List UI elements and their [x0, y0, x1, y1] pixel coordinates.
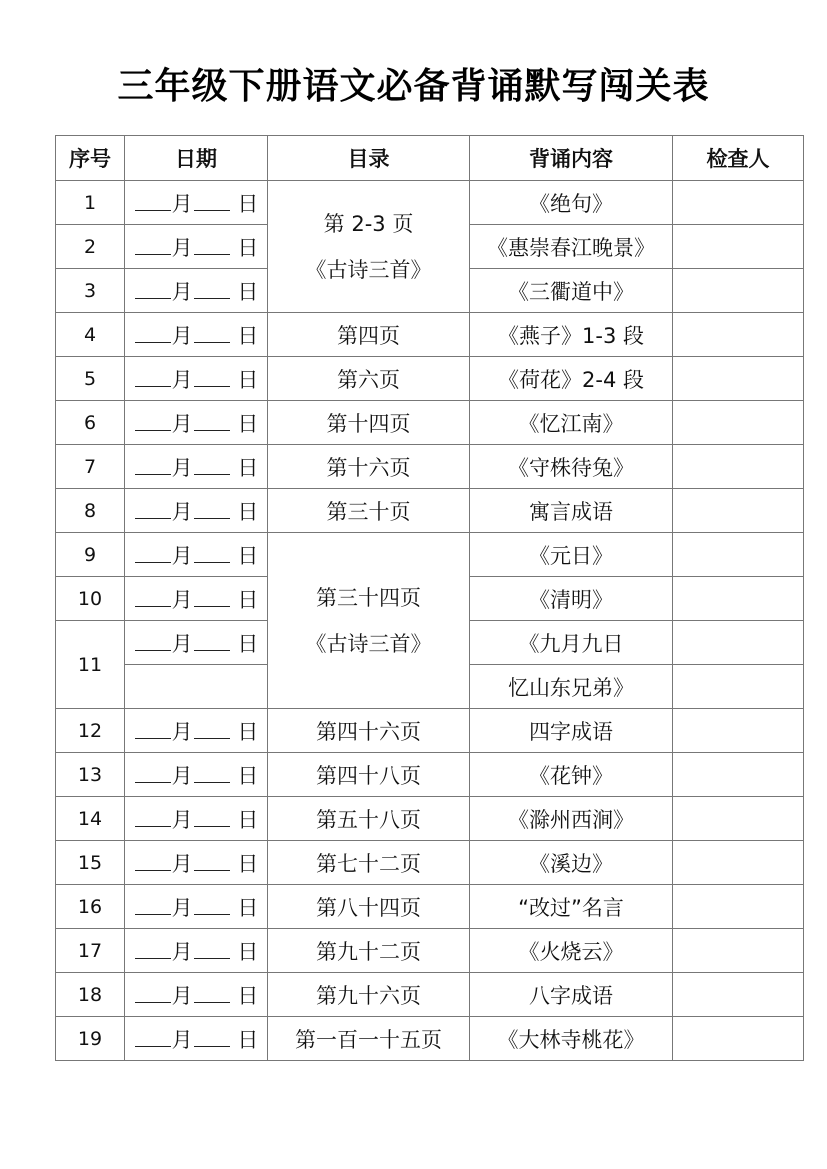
row-number: 4: [56, 313, 125, 357]
table-row: [56, 181, 804, 225]
date-field[interactable]: 月 日: [125, 489, 268, 533]
table-row: [56, 1017, 804, 1061]
checker-cell[interactable]: [673, 489, 804, 533]
header-checker: 检查人: [673, 136, 804, 181]
row-number: 10: [56, 577, 125, 621]
date-field[interactable]: 月 日: [125, 181, 268, 225]
directory-cell: 第四十八页: [268, 753, 470, 797]
checker-cell[interactable]: [673, 973, 804, 1017]
header-content: 背诵内容: [470, 136, 673, 181]
recitation-table: [55, 135, 804, 1061]
table-row: [56, 313, 804, 357]
checker-cell[interactable]: [673, 225, 804, 269]
content-cell: 《三衢道中》: [470, 269, 673, 313]
checker-cell[interactable]: [673, 577, 804, 621]
checker-cell[interactable]: [673, 753, 804, 797]
date-field[interactable]: 月 日: [125, 269, 268, 313]
header-number: 序号: [56, 136, 125, 181]
checker-cell[interactable]: [673, 665, 804, 709]
header-directory: 目录: [268, 136, 470, 181]
directory-cell: 第九十六页: [268, 973, 470, 1017]
date-field[interactable]: 月 日: [125, 973, 268, 1017]
date-field[interactable]: 月 日: [125, 577, 268, 621]
checker-cell[interactable]: [673, 533, 804, 577]
row-number: 3: [56, 269, 125, 313]
table-row: [56, 929, 804, 973]
row-number: 2: [56, 225, 125, 269]
directory-cell: 第 2-3 页 《古诗三首》: [268, 181, 470, 313]
date-field[interactable]: 月 日: [125, 401, 268, 445]
date-field[interactable]: 月 日: [125, 313, 268, 357]
checker-cell[interactable]: [673, 357, 804, 401]
directory-cell: 第十四页: [268, 401, 470, 445]
directory-cell: 第六页: [268, 357, 470, 401]
directory-cell: 第八十四页: [268, 885, 470, 929]
checker-cell[interactable]: [673, 445, 804, 489]
table-row: [56, 533, 804, 577]
row-number: 11: [56, 621, 125, 709]
content-cell: 寓言成语: [470, 489, 673, 533]
row-number: 14: [56, 797, 125, 841]
table-row: [56, 973, 804, 1017]
table-row: [56, 489, 804, 533]
checker-cell[interactable]: [673, 401, 804, 445]
date-field[interactable]: 月 日: [125, 357, 268, 401]
directory-cell: 第七十二页: [268, 841, 470, 885]
checker-cell[interactable]: [673, 929, 804, 973]
row-number: 12: [56, 709, 125, 753]
content-cell: 《火烧云》: [470, 929, 673, 973]
table-row: [56, 709, 804, 753]
row-number: 5: [56, 357, 125, 401]
table-row: [56, 357, 804, 401]
date-field[interactable]: 月 日: [125, 797, 268, 841]
checker-cell[interactable]: [673, 1017, 804, 1061]
content-cell: 《大林寺桃花》: [470, 1017, 673, 1061]
page-title: 三年级下册语文必备背诵默写闯关表: [117, 66, 710, 107]
directory-cell: 第三十页: [268, 489, 470, 533]
table-row: [56, 753, 804, 797]
checker-cell[interactable]: [673, 313, 804, 357]
header-date: 日期: [125, 136, 268, 181]
table-row: [56, 841, 804, 885]
date-field[interactable]: 月 日: [125, 445, 268, 489]
directory-cell: 第四十六页: [268, 709, 470, 753]
checker-cell[interactable]: [673, 181, 804, 225]
date-field[interactable]: 月 日: [125, 621, 268, 665]
content-cell: 《滁州西涧》: [470, 797, 673, 841]
content-cell: 八字成语: [470, 973, 673, 1017]
row-number: 16: [56, 885, 125, 929]
row-number: 19: [56, 1017, 125, 1061]
directory-cell: 第四页: [268, 313, 470, 357]
date-field[interactable]: 月 日: [125, 225, 268, 269]
content-cell: 《元日》: [470, 533, 673, 577]
row-number: 18: [56, 973, 125, 1017]
content-cell: 《守株待兔》: [470, 445, 673, 489]
content-cell: 《绝句》: [470, 181, 673, 225]
table-row: [56, 885, 804, 929]
date-field[interactable]: 月 日: [125, 929, 268, 973]
content-cell: 《清明》: [470, 577, 673, 621]
content-cell: 四字成语: [470, 709, 673, 753]
row-number: 1: [56, 181, 125, 225]
content-cell: 《燕子》1-3 段: [470, 313, 673, 357]
directory-cell: 第三十四页 《古诗三首》: [268, 533, 470, 709]
table-header-row: [56, 136, 804, 181]
directory-cell: 第五十八页: [268, 797, 470, 841]
checker-cell[interactable]: [673, 709, 804, 753]
content-cell: 《花钟》: [470, 753, 673, 797]
row-number: 6: [56, 401, 125, 445]
date-field[interactable]: 月 日: [125, 753, 268, 797]
row-number: 9: [56, 533, 125, 577]
row-number: 17: [56, 929, 125, 973]
checker-cell[interactable]: [673, 621, 804, 665]
table-row: [56, 445, 804, 489]
date-continuation-cell: [125, 665, 268, 709]
content-cell: 《九月九日: [470, 621, 673, 665]
directory-cell: 第一百一十五页: [268, 1017, 470, 1061]
content-cell: “改过”名言: [470, 885, 673, 929]
table-row: [56, 797, 804, 841]
row-number: 15: [56, 841, 125, 885]
content-cell-continued: 忆山东兄弟》: [470, 665, 673, 709]
row-number: 7: [56, 445, 125, 489]
directory-cell: 第十六页: [268, 445, 470, 489]
date-field[interactable]: 月 日: [125, 885, 268, 929]
date-field[interactable]: 月 日: [125, 709, 268, 753]
content-cell: 《惠崇春江晚景》: [470, 225, 673, 269]
checker-cell[interactable]: [673, 885, 804, 929]
table-row: [56, 401, 804, 445]
checker-cell[interactable]: [673, 797, 804, 841]
content-cell: 《忆江南》: [470, 401, 673, 445]
checker-cell[interactable]: [673, 841, 804, 885]
content-cell: 《荷花》2-4 段: [470, 357, 673, 401]
date-field[interactable]: 月 日: [125, 1017, 268, 1061]
directory-cell: 第九十二页: [268, 929, 470, 973]
content-cell: 《溪边》: [470, 841, 673, 885]
checker-cell[interactable]: [673, 269, 804, 313]
date-field[interactable]: 月 日: [125, 841, 268, 885]
date-field[interactable]: 月 日: [125, 533, 268, 577]
row-number: 13: [56, 753, 125, 797]
row-number: 8: [56, 489, 125, 533]
